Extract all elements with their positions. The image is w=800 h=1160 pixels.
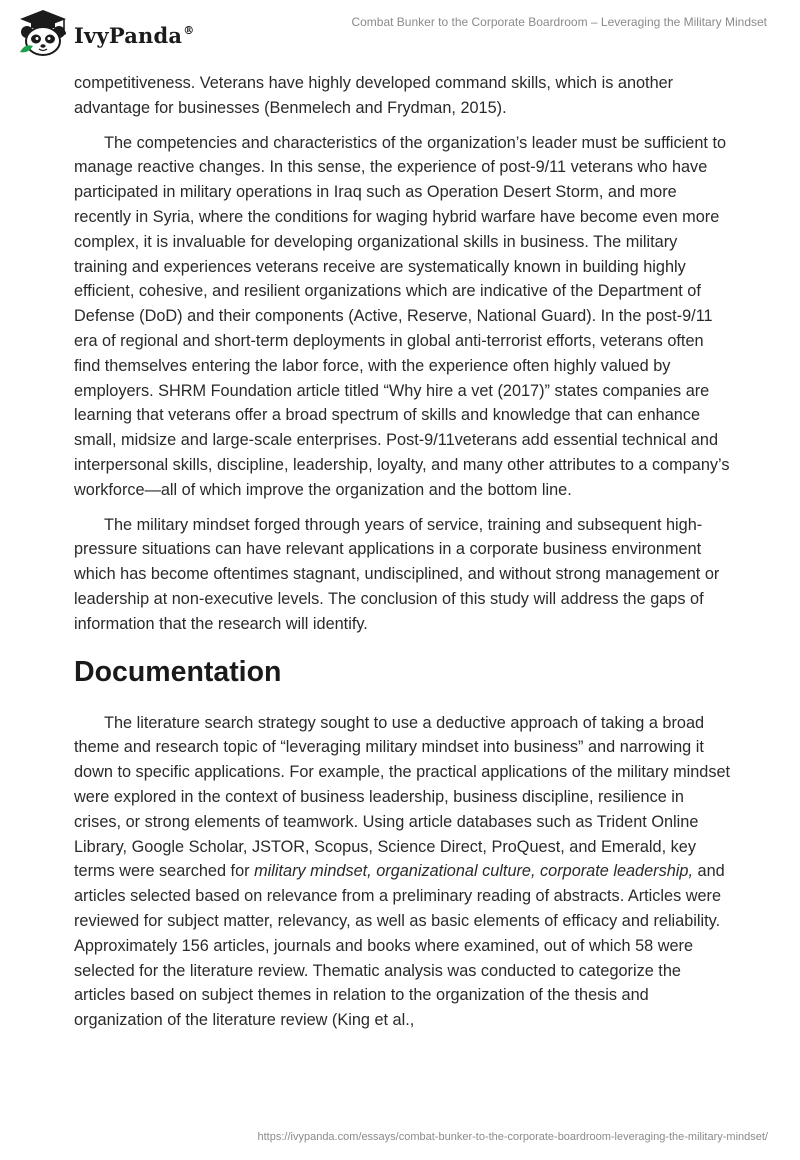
paragraph-4-text-a: The literature search strategy sought to use a deductive approach of taking a broad theme and research topic of “leveraging military mindset into business” and narrowing it down to specific applications. For example, the practical applications of the military mindset were explored in the context of business leadership, business discipline, resilience in crises, or strong elements of teamwork. Using article databases such as Trident Online Library, Google Scholar, JSTOR, Scopus, Science Direct, ProQuest, and Emerald, key terms were searched for bbox=[74, 713, 731, 881]
panda-graduate-icon bbox=[16, 8, 70, 58]
paragraph-4 bbox=[74, 711, 734, 1033]
paragraph-4-italic-terms: military mindset, organizational culture, corporate leadership, bbox=[254, 862, 693, 881]
registered-mark: ® bbox=[183, 23, 195, 37]
source-url[interactable]: https://ivypanda.com/essays/combat-bunker-to-the-corporate-boardroom-leveraging-the-military-mindset/ bbox=[257, 1131, 768, 1143]
essay-body bbox=[74, 71, 734, 1043]
paragraph-3: The military mindset forged through years of service, training and subsequent high-pressure situations can have relevant applications in a corporate business environment which has become oftentimes stagnant, undisciplined, and without strong management or leadership at non-executive levels. The conclusion of this study will address the gaps of information that the research will identify. bbox=[74, 515, 720, 633]
paragraph-4-text-b: and articles selected based on relevance from a preliminary reading of abstracts. Articles were reviewed for subject matter, relevancy, as well as basic elements of efficacy and reliability. Approximately 156 articles, journals and books where examined, out of which 58 were selected for the literature review. Thematic analysis was conducted to categorize the articles based on subject themes in relation to the organization of the thesis and organization of the literature review (King et al., bbox=[74, 862, 725, 1030]
brand-name: IvyPanda® bbox=[74, 22, 195, 48]
ivypanda-logo[interactable] bbox=[16, 8, 194, 58]
page-header bbox=[0, 0, 800, 62]
paragraph-1: competitiveness. Veterans have highly developed command skills, which is another advantage for businesses (Benmelech and Frydman, 2015). bbox=[74, 74, 674, 117]
section-heading: Documentation bbox=[74, 655, 282, 688]
running-title: Combat Bunker to the Corporate Boardroom – Leveraging the Military Mindset bbox=[351, 15, 767, 29]
paragraph-2: The competencies and characteristics of the organization’s leader must be sufficient to manage reactive changes. In this sense, the experience of post-9/11 veterans who have participated in military operations in Iraq such as Operation Desert Storm, and more recently in Syria, where the conditions for waging hybrid warfare have become even more complex, it is invaluable for developing organizational skills in business. The military training and experiences veterans receive are systematically known in building highly efficient, cohesive, and resilient organizations which are indicative of the Department of Defense (DoD) and their components (Active, Reserve, National Guard). In the post-9/11 era of regional and short-term deployments in global anti-terrorist efforts, veterans often find themselves entering the labor force, with the experience often highly valued by employers. SHRM Foundation article titled “Why hire a vet (2017)” states companies are learning that veterans offer a broad spectrum of skills and knowledge that can enhance small, midsize and large-scale enterprises. Post-9/11veterans add essential technical and interpersonal skills, discipline, leadership, loyalty, and many other attributes to a company’s workforce—all of which improve the organization and the bottom line. bbox=[74, 133, 730, 499]
